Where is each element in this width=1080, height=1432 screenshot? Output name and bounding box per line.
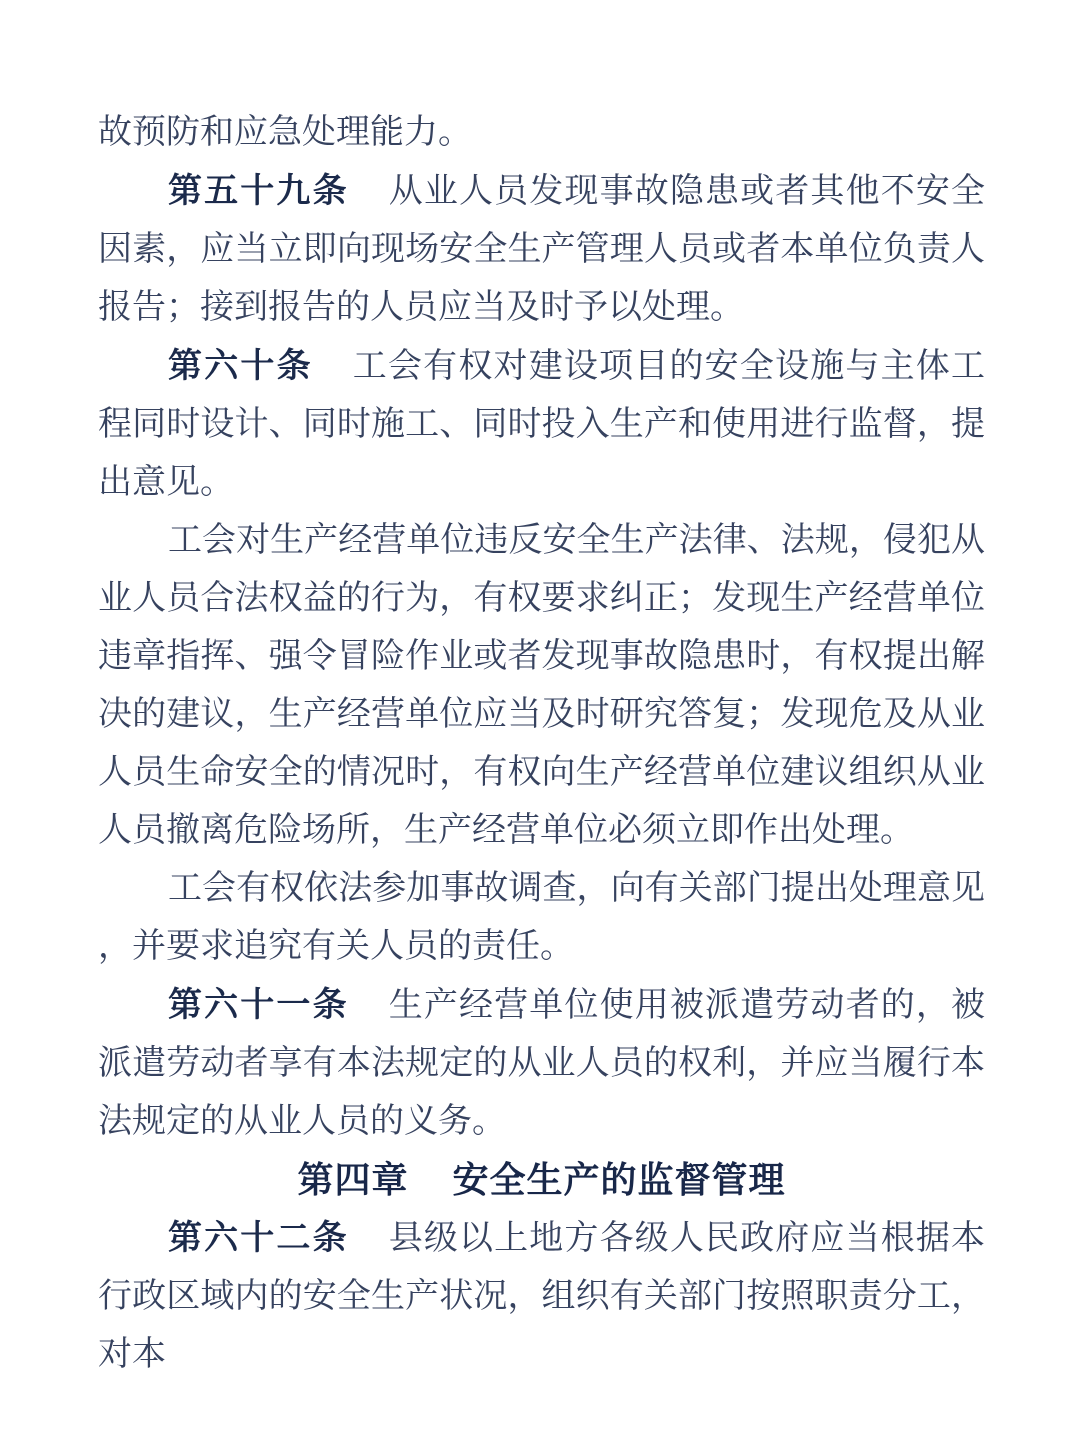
article-61-text: 生产经营单位使用被派遣劳动者的，被派遣劳动者享有本法规定的从业人员的权利，并应当履行本法规定的从业人员的义务。 bbox=[98, 987, 986, 1140]
chapter-4-title: 安全生产的监督管理 bbox=[452, 1159, 786, 1200]
article-62-number: 第六十二条 bbox=[168, 1219, 349, 1257]
paragraph-continuation bbox=[98, 104, 985, 162]
article-59-text: 从业人员发现事故隐患或者其他不安全因素，应当立即向现场安全生产管理人员或者本单位负责人报告；接到报告的人员应当及时予以处理。 bbox=[98, 173, 986, 326]
article-61-number: 第六十一条 bbox=[168, 986, 349, 1024]
article-61-paragraph bbox=[98, 976, 985, 1151]
article-60-paragraph-3 bbox=[98, 860, 985, 976]
article-62-text: 县级以上地方各级人民政府应当根据本行政区域内的安全生产状况，组织有关部门按照职责分工，对本 bbox=[98, 1220, 986, 1373]
chapter-4-number: 第四章 bbox=[297, 1159, 409, 1200]
article-60-paragraph bbox=[98, 337, 985, 512]
article-59-number: 第五十九条 bbox=[168, 172, 349, 210]
chapter-4-heading bbox=[98, 1151, 985, 1209]
article-62-paragraph bbox=[98, 1209, 985, 1384]
article-60-paragraph-2 bbox=[98, 512, 985, 860]
article-60-text: 工会有权对建设项目的安全设施与主体工程同时设计、同时施工、同时投入生产和使用进行监督，提出意见。 bbox=[98, 348, 986, 501]
article-60-number: 第六十条 bbox=[168, 347, 313, 385]
article-60-para-2-text: 工会对生产经营单位违反安全生产法律、法规，侵犯从业人员合法权益的行为，有权要求纠正；发现生产经营单位违章指挥、强令冒险作业或者发现事故隐患时，有权提出解决的建议，生产经营单位应当及时研究答复；发现危及从业人员生命安全的情况时，有权向生产经营单位建议组织从业人员撤离危险场所，生产经营单位必须立即作出处理。 bbox=[98, 522, 985, 849]
article-60-para-3-text: 工会有权依法参加事故调查，向有关部门提出处理意见，并要求追究有关人员的责任。 bbox=[98, 870, 985, 965]
continuation-text: 故预防和应急处理能力。 bbox=[98, 114, 472, 151]
article-59-paragraph bbox=[98, 162, 985, 337]
